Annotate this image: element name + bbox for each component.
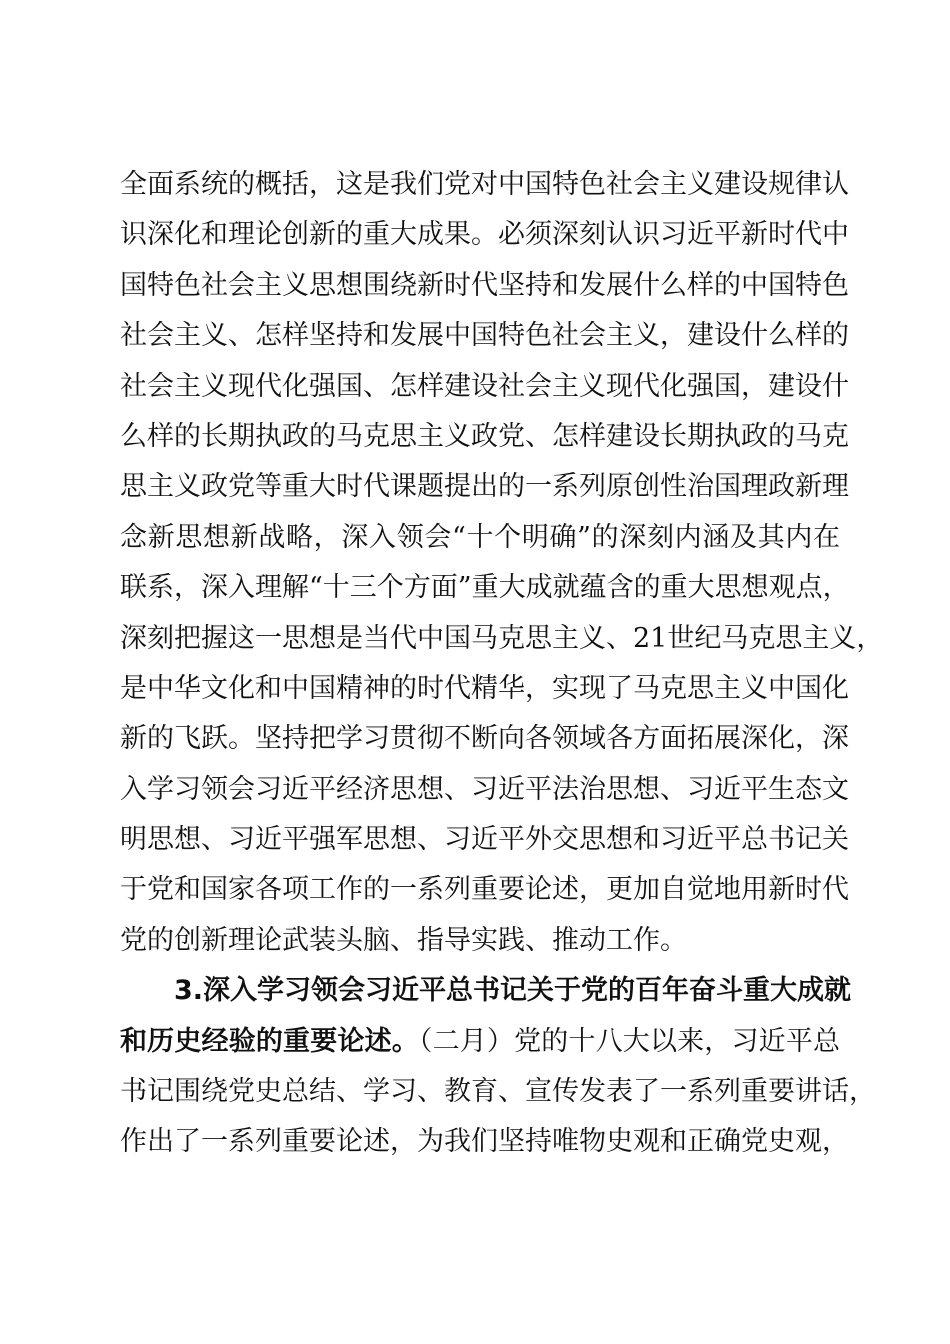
paragraph-line-13: 入学习领会习近平经济思想、习近平法治思想、习近平生态文 bbox=[120, 773, 849, 805]
paragraph-line-6: 么样的长期执政的马克思主义政党、怎样建设长期执政的马克 bbox=[120, 420, 849, 452]
paragraph-line-4: 社会主义、怎样坚持和发展中国特色社会主义，建设什么样的 bbox=[120, 320, 849, 352]
paragraph-line-14: 明思想、习近平强军思想、习近平外交思想和习近平总书记关 bbox=[120, 824, 849, 856]
paragraph-line-11: 是中华文化和中国精神的时代精华，实现了马克思主义中国化 bbox=[120, 672, 849, 704]
section-heading-line-1: 3.深入学习领会习近平总书记关于党的百年奋斗重大成就 bbox=[174, 975, 852, 1007]
paragraph-line-5: 社会主义现代化强国、怎样建设社会主义现代化强国，建设什 bbox=[120, 370, 849, 402]
section-paragraph-line-2: 作出了一系列重要论述，为我们坚持唯物史观和正确党史观， bbox=[120, 1126, 849, 1158]
section-heading-bold-end: 和历史经验的重要论述。 bbox=[120, 1025, 419, 1057]
section-paragraph-start: （二月）党的十八大以来，习近平总 bbox=[418, 1025, 841, 1057]
section-paragraph-line-1: 书记围绕党史总结、学习、教育、宣传发表了一系列重要讲话， bbox=[120, 1076, 876, 1108]
paragraph-line-9: 联系，深入理解“十三个方面”重大成就蕴含的重大思想观点， bbox=[120, 572, 850, 604]
paragraph-line-7: 思主义政党等重大时代课题提出的一系列原创性治国理政新理 bbox=[120, 471, 849, 503]
paragraph-line-3: 国特色社会主义思想围绕新时代坚持和发展什么样的中国特色 bbox=[120, 269, 849, 301]
paragraph-line-15: 于党和国家各项工作的一系列重要论述，更加自觉地用新时代 bbox=[120, 874, 849, 906]
paragraph-line-16: 党的创新理论武装头脑、指导实践、推动工作。 bbox=[120, 924, 687, 956]
paragraph-line-8: 念新思想新战略，深入领会“十个明确”的深刻内涵及其内在 bbox=[120, 521, 840, 553]
paragraph-line-10: 深刻把握这一思想是当代中国马克思主义、21世纪马克思主义， bbox=[120, 622, 884, 654]
section-heading-line-2 bbox=[120, 1017, 840, 1067]
paragraph-line-12: 新的飞跃。坚持把学习贯彻不断向各领域各方面拓展深化，深 bbox=[120, 723, 849, 755]
paragraph-line-2: 识深化和理论创新的重大成果。必须深刻认识习近平新时代中 bbox=[120, 219, 849, 251]
paragraph-line-1: 全面系统的概括，这是我们党对中国特色社会主义建设规律认 bbox=[120, 169, 849, 200]
document-body bbox=[120, 160, 884, 1168]
